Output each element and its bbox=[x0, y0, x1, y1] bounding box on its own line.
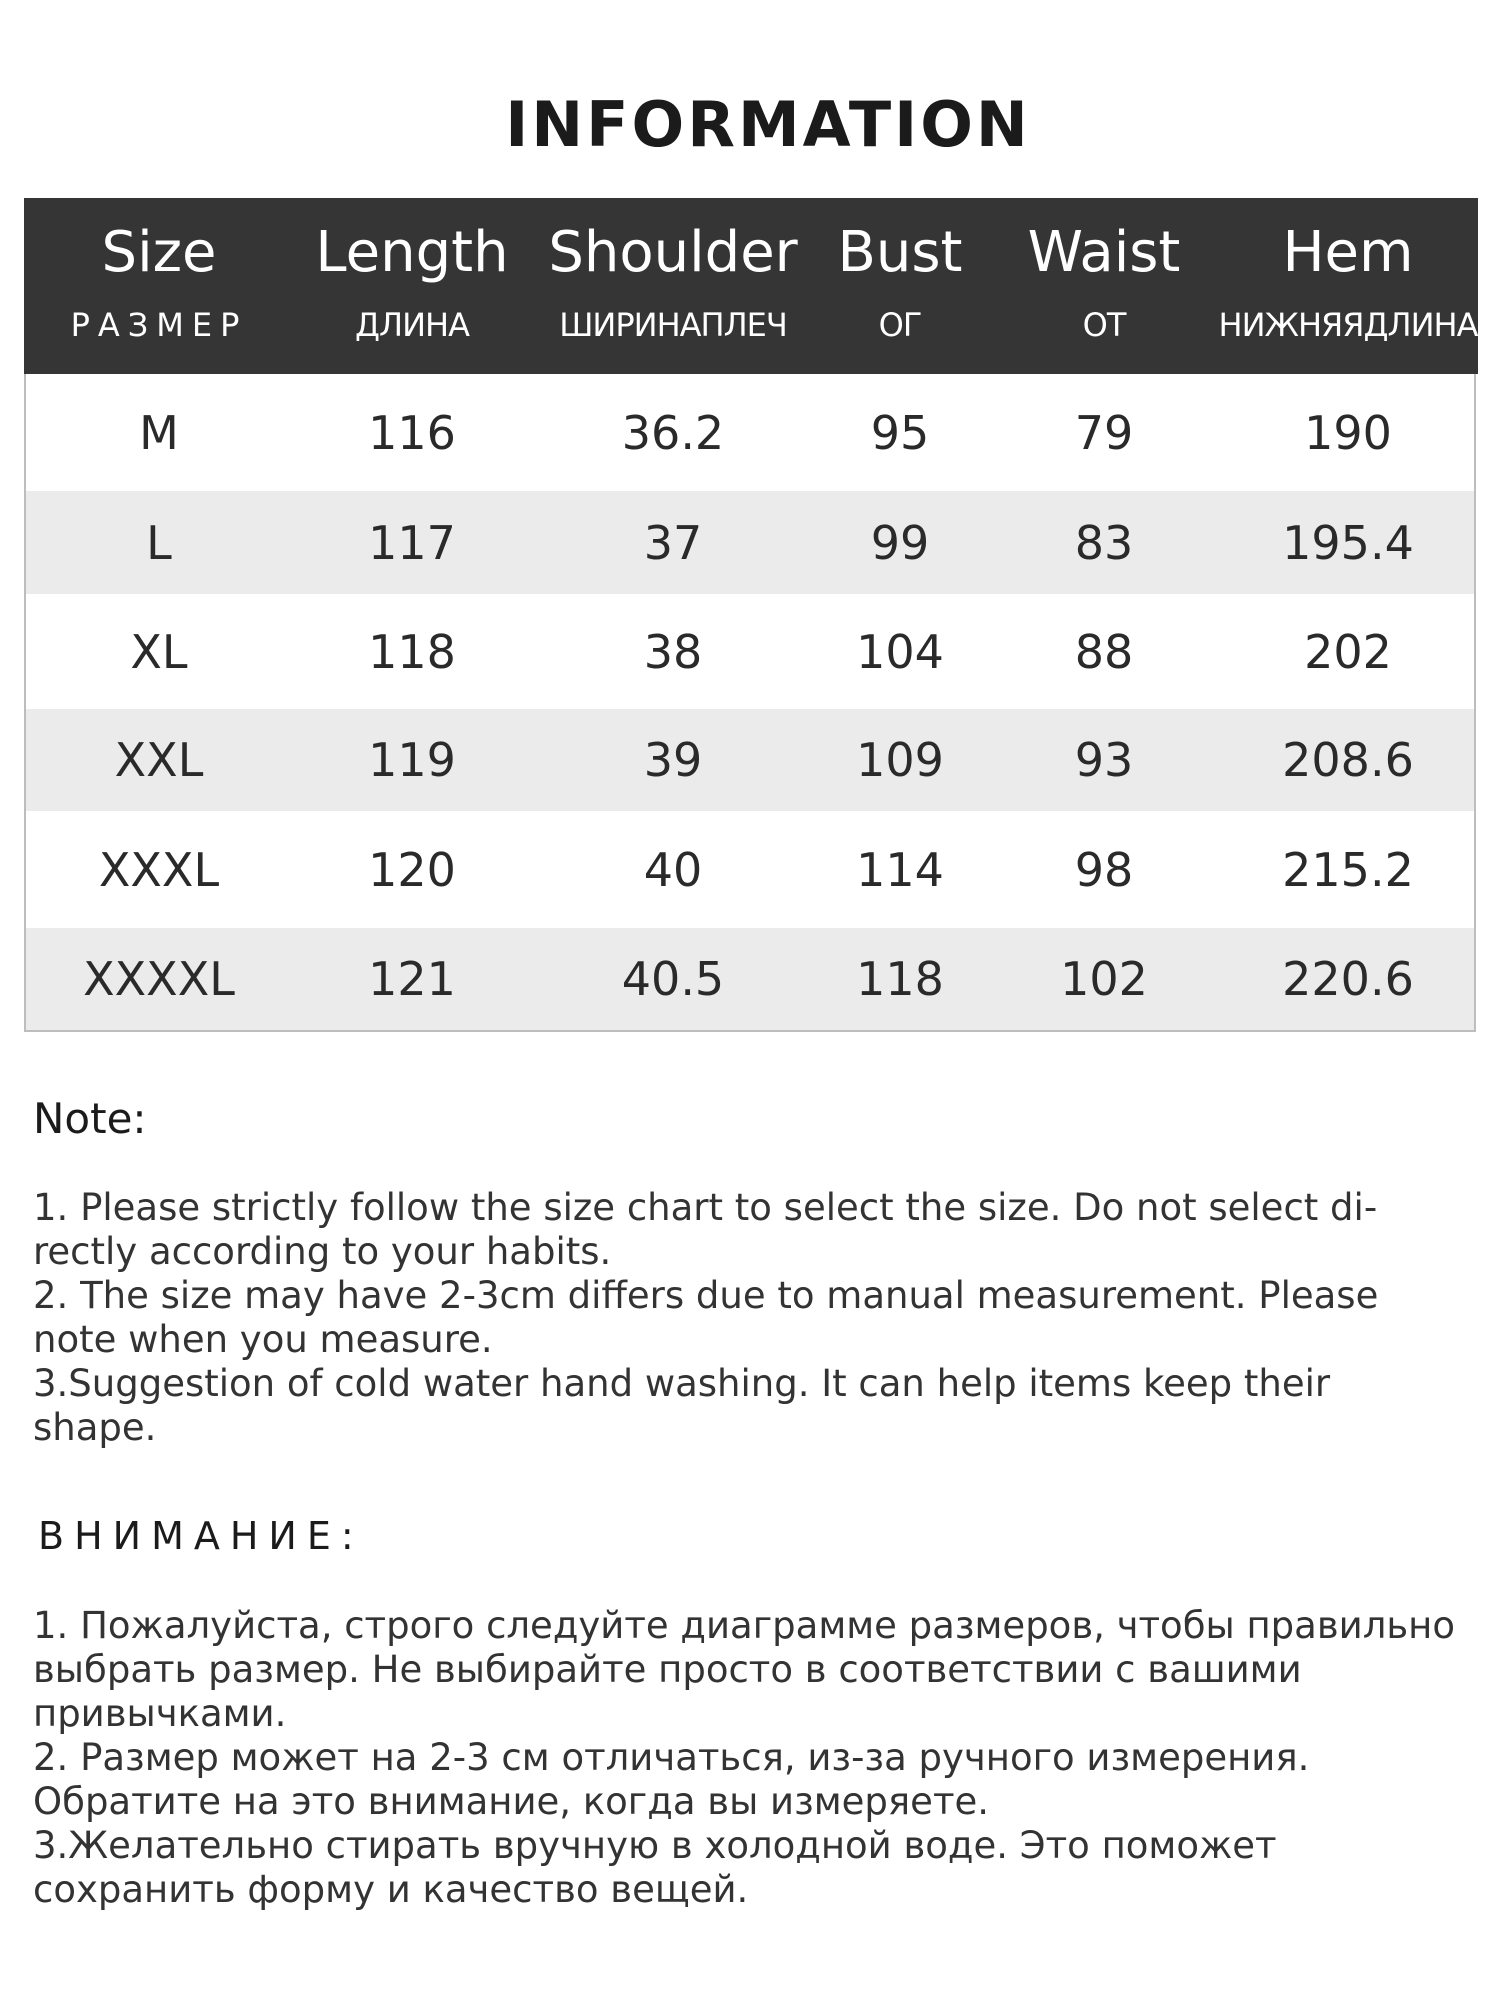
table-row-xxl bbox=[26, 709, 1474, 811]
table-row-xxxxl bbox=[26, 928, 1474, 1030]
header-label-en: Waist bbox=[1027, 220, 1181, 285]
size-chart-table bbox=[24, 198, 1476, 1032]
note-item: 1. Please strictly follow the size chart to select the size. Do not select di-rectly according to your habits. bbox=[33, 1186, 1378, 1273]
header-label-ru: ДЛИНА bbox=[355, 306, 469, 344]
cell-shoulder: 40.5 bbox=[621, 952, 725, 1006]
header-label-ru: ОТ bbox=[1082, 306, 1126, 344]
cell-shoulder: 39 bbox=[643, 733, 703, 787]
cell-size: XL bbox=[130, 624, 188, 679]
cell-size: XXXXL bbox=[83, 952, 235, 1006]
note-item-ru: 1. Пожалуйста, строго следуйте диаграмме размеров, чтобы правильно выбрать размер. Не выбирайте просто в соответствии с вашими привычками. bbox=[33, 1604, 1455, 1735]
cell-size: XXXL bbox=[98, 842, 220, 897]
cell-size: L bbox=[146, 515, 172, 570]
header-label-en: Size bbox=[101, 220, 217, 285]
header-hem bbox=[1218, 198, 1478, 374]
cell-shoulder: 40 bbox=[643, 842, 703, 897]
cell-length: 121 bbox=[368, 952, 456, 1006]
header-waist bbox=[990, 198, 1218, 374]
note-heading: Note: bbox=[33, 1094, 147, 1143]
header-label-en: Hem bbox=[1282, 220, 1414, 285]
cell-size: XXL bbox=[114, 733, 204, 787]
cell-bust: 104 bbox=[856, 624, 944, 679]
header-label-ru: ШИРИНАПЛЕЧ bbox=[559, 306, 787, 344]
cell-hem: 220.6 bbox=[1282, 952, 1414, 1006]
header-label-ru: ОГ bbox=[878, 306, 922, 344]
cell-bust: 99 bbox=[870, 515, 930, 570]
header-shoulder bbox=[536, 198, 810, 374]
cell-bust: 118 bbox=[856, 952, 944, 1006]
header-label-ru: РАЗМЕР bbox=[70, 306, 248, 344]
note-item: 2. The size may have 2-3cm differs due to manual measurement. Please note when you measure. bbox=[33, 1274, 1379, 1361]
page-title: INFORMATION bbox=[505, 88, 1031, 161]
cell-waist: 93 bbox=[1074, 733, 1134, 787]
header-bust bbox=[810, 198, 990, 374]
table-row-l bbox=[26, 491, 1474, 594]
note-item-ru: 2. Размер может на 2-3 см отличаться, из-за ручного измерения. Обратите на это внимание, когда вы измеряете. bbox=[33, 1736, 1310, 1823]
header-label-en: Bust bbox=[837, 220, 963, 285]
table-row-xxxl bbox=[26, 811, 1474, 928]
note-item: 3.Suggestion of cold water hand washing. It can help items keep their shape. bbox=[33, 1362, 1331, 1449]
cell-waist: 98 bbox=[1074, 842, 1134, 897]
cell-waist: 83 bbox=[1074, 515, 1134, 570]
cell-hem: 208.6 bbox=[1282, 733, 1414, 787]
cell-hem: 202 bbox=[1304, 624, 1392, 679]
table-row-m bbox=[26, 374, 1474, 491]
cell-shoulder: 38 bbox=[643, 624, 703, 679]
cell-length: 116 bbox=[368, 405, 456, 460]
cell-hem: 215.2 bbox=[1282, 842, 1414, 897]
cell-shoulder: 37 bbox=[643, 515, 703, 570]
cell-shoulder: 36.2 bbox=[621, 405, 725, 460]
cell-hem: 195.4 bbox=[1282, 515, 1414, 570]
note-list bbox=[33, 1186, 1453, 1450]
cell-waist: 79 bbox=[1074, 405, 1134, 460]
header-length bbox=[288, 198, 536, 374]
cell-bust: 109 bbox=[856, 733, 944, 787]
cell-length: 120 bbox=[368, 842, 456, 897]
cell-length: 118 bbox=[368, 624, 456, 679]
header-label-ru: НИЖНЯЯДЛИНА bbox=[1218, 306, 1478, 344]
cell-length: 119 bbox=[368, 733, 456, 787]
cell-length: 117 bbox=[368, 515, 456, 570]
cell-bust: 95 bbox=[870, 405, 930, 460]
header-label-en: Length bbox=[315, 220, 509, 285]
cell-size: M bbox=[139, 405, 179, 460]
table-row-xl bbox=[26, 594, 1474, 709]
cell-hem: 190 bbox=[1304, 405, 1392, 460]
cell-waist: 88 bbox=[1074, 624, 1134, 679]
note-heading-ru: ВНИМАНИЕ: bbox=[38, 1514, 364, 1558]
cell-bust: 114 bbox=[856, 842, 944, 897]
table-header bbox=[24, 198, 1478, 374]
header-label-en: Shoulder bbox=[548, 220, 798, 285]
cell-waist: 102 bbox=[1060, 952, 1148, 1006]
note-item-ru: 3.Желательно стирать вручную в холодной воде. Это поможет сохранить форму и качество вещей. bbox=[33, 1824, 1277, 1911]
note-list-ru bbox=[33, 1604, 1473, 1912]
header-size bbox=[30, 198, 288, 374]
